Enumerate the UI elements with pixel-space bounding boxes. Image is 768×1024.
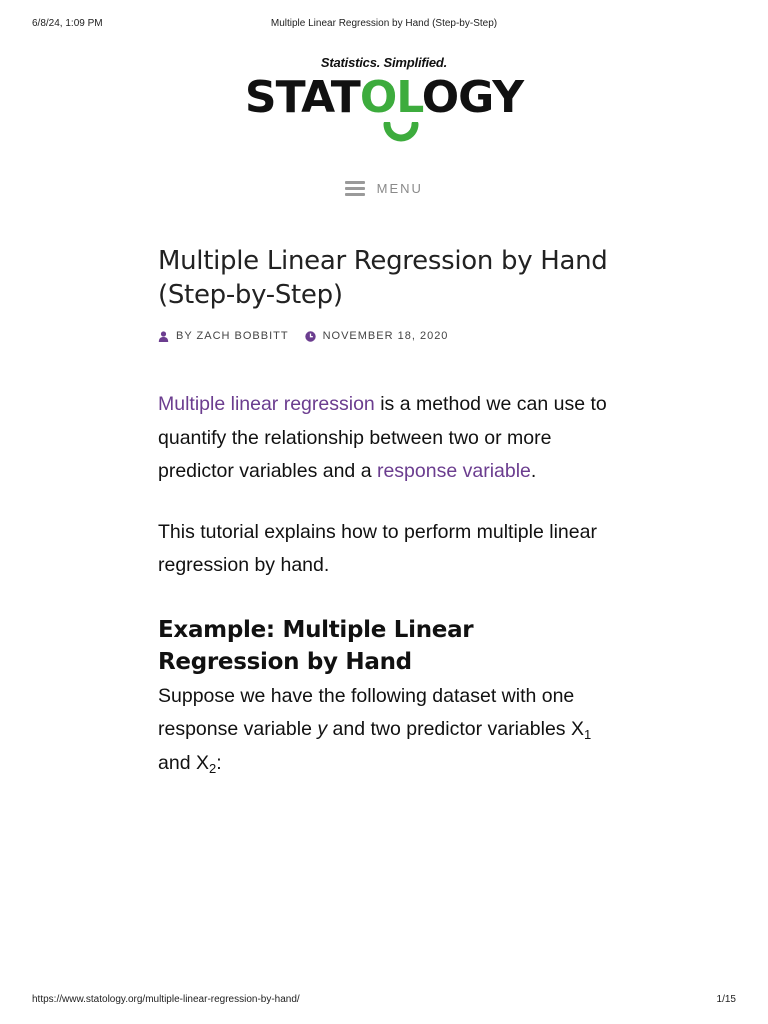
author-link[interactable]: BY ZACH BOBBITT [176, 330, 289, 342]
dataset-text-1: Suppose we have the following dataset with one response variable [158, 684, 575, 740]
menu-toggle[interactable] [0, 178, 768, 199]
logo-tagline: Statistics. Simplified. [320, 55, 448, 70]
multiple-linear-regression-link[interactable]: Multiple linear regression [158, 393, 375, 415]
wordmark-part1: STAT [244, 72, 360, 123]
logo-wordmark [245, 72, 523, 124]
dataset-text-2: and two predictor variables X [327, 718, 584, 740]
dataset-paragraph [158, 680, 608, 781]
dataset-text-4: : [216, 751, 222, 774]
menu-label: MENU [376, 181, 423, 196]
logo-smile-icon [381, 122, 421, 148]
print-date: 6/8/24, 1:09 PM [32, 18, 103, 29]
article-meta [158, 330, 608, 342]
intro-text-2: . [530, 460, 537, 482]
response-variable-link[interactable]: response variable [376, 460, 531, 482]
hamburger-icon [345, 178, 365, 199]
section-heading: Example: Multiple Linear Regression by Hand [158, 616, 474, 675]
subscript-2: 2 [208, 760, 217, 776]
print-title: Multiple Linear Regression by Hand (Step-by-Step) [270, 18, 498, 29]
article-title: Multiple Linear Regression by Hand (Step-by-Step) [158, 246, 608, 310]
subscript-1: 1 [583, 727, 592, 742]
wordmark-part2: OGY [421, 72, 524, 123]
wordmark-green: OL [359, 72, 422, 123]
publish-date: NOVEMBER 18, 2020 [322, 330, 449, 342]
site-logo[interactable] [0, 55, 768, 124]
user-icon [158, 331, 169, 342]
article-content [158, 244, 608, 780]
intro-text-1: is a method we can use to quantify the relationship between two or more predictor variables and a [158, 393, 607, 482]
page-number: 1/15 [716, 994, 736, 1005]
dataset-text-3: and X [158, 751, 209, 774]
variable-y: y [317, 718, 328, 740]
clock-icon [305, 331, 316, 342]
print-url: https://www.statology.org/multiple-linear-regression-by-hand/ [32, 994, 300, 1005]
intro-paragraph [158, 388, 608, 489]
tutorial-paragraph: This tutorial explains how to perform multiple linear regression by hand. [158, 520, 597, 576]
